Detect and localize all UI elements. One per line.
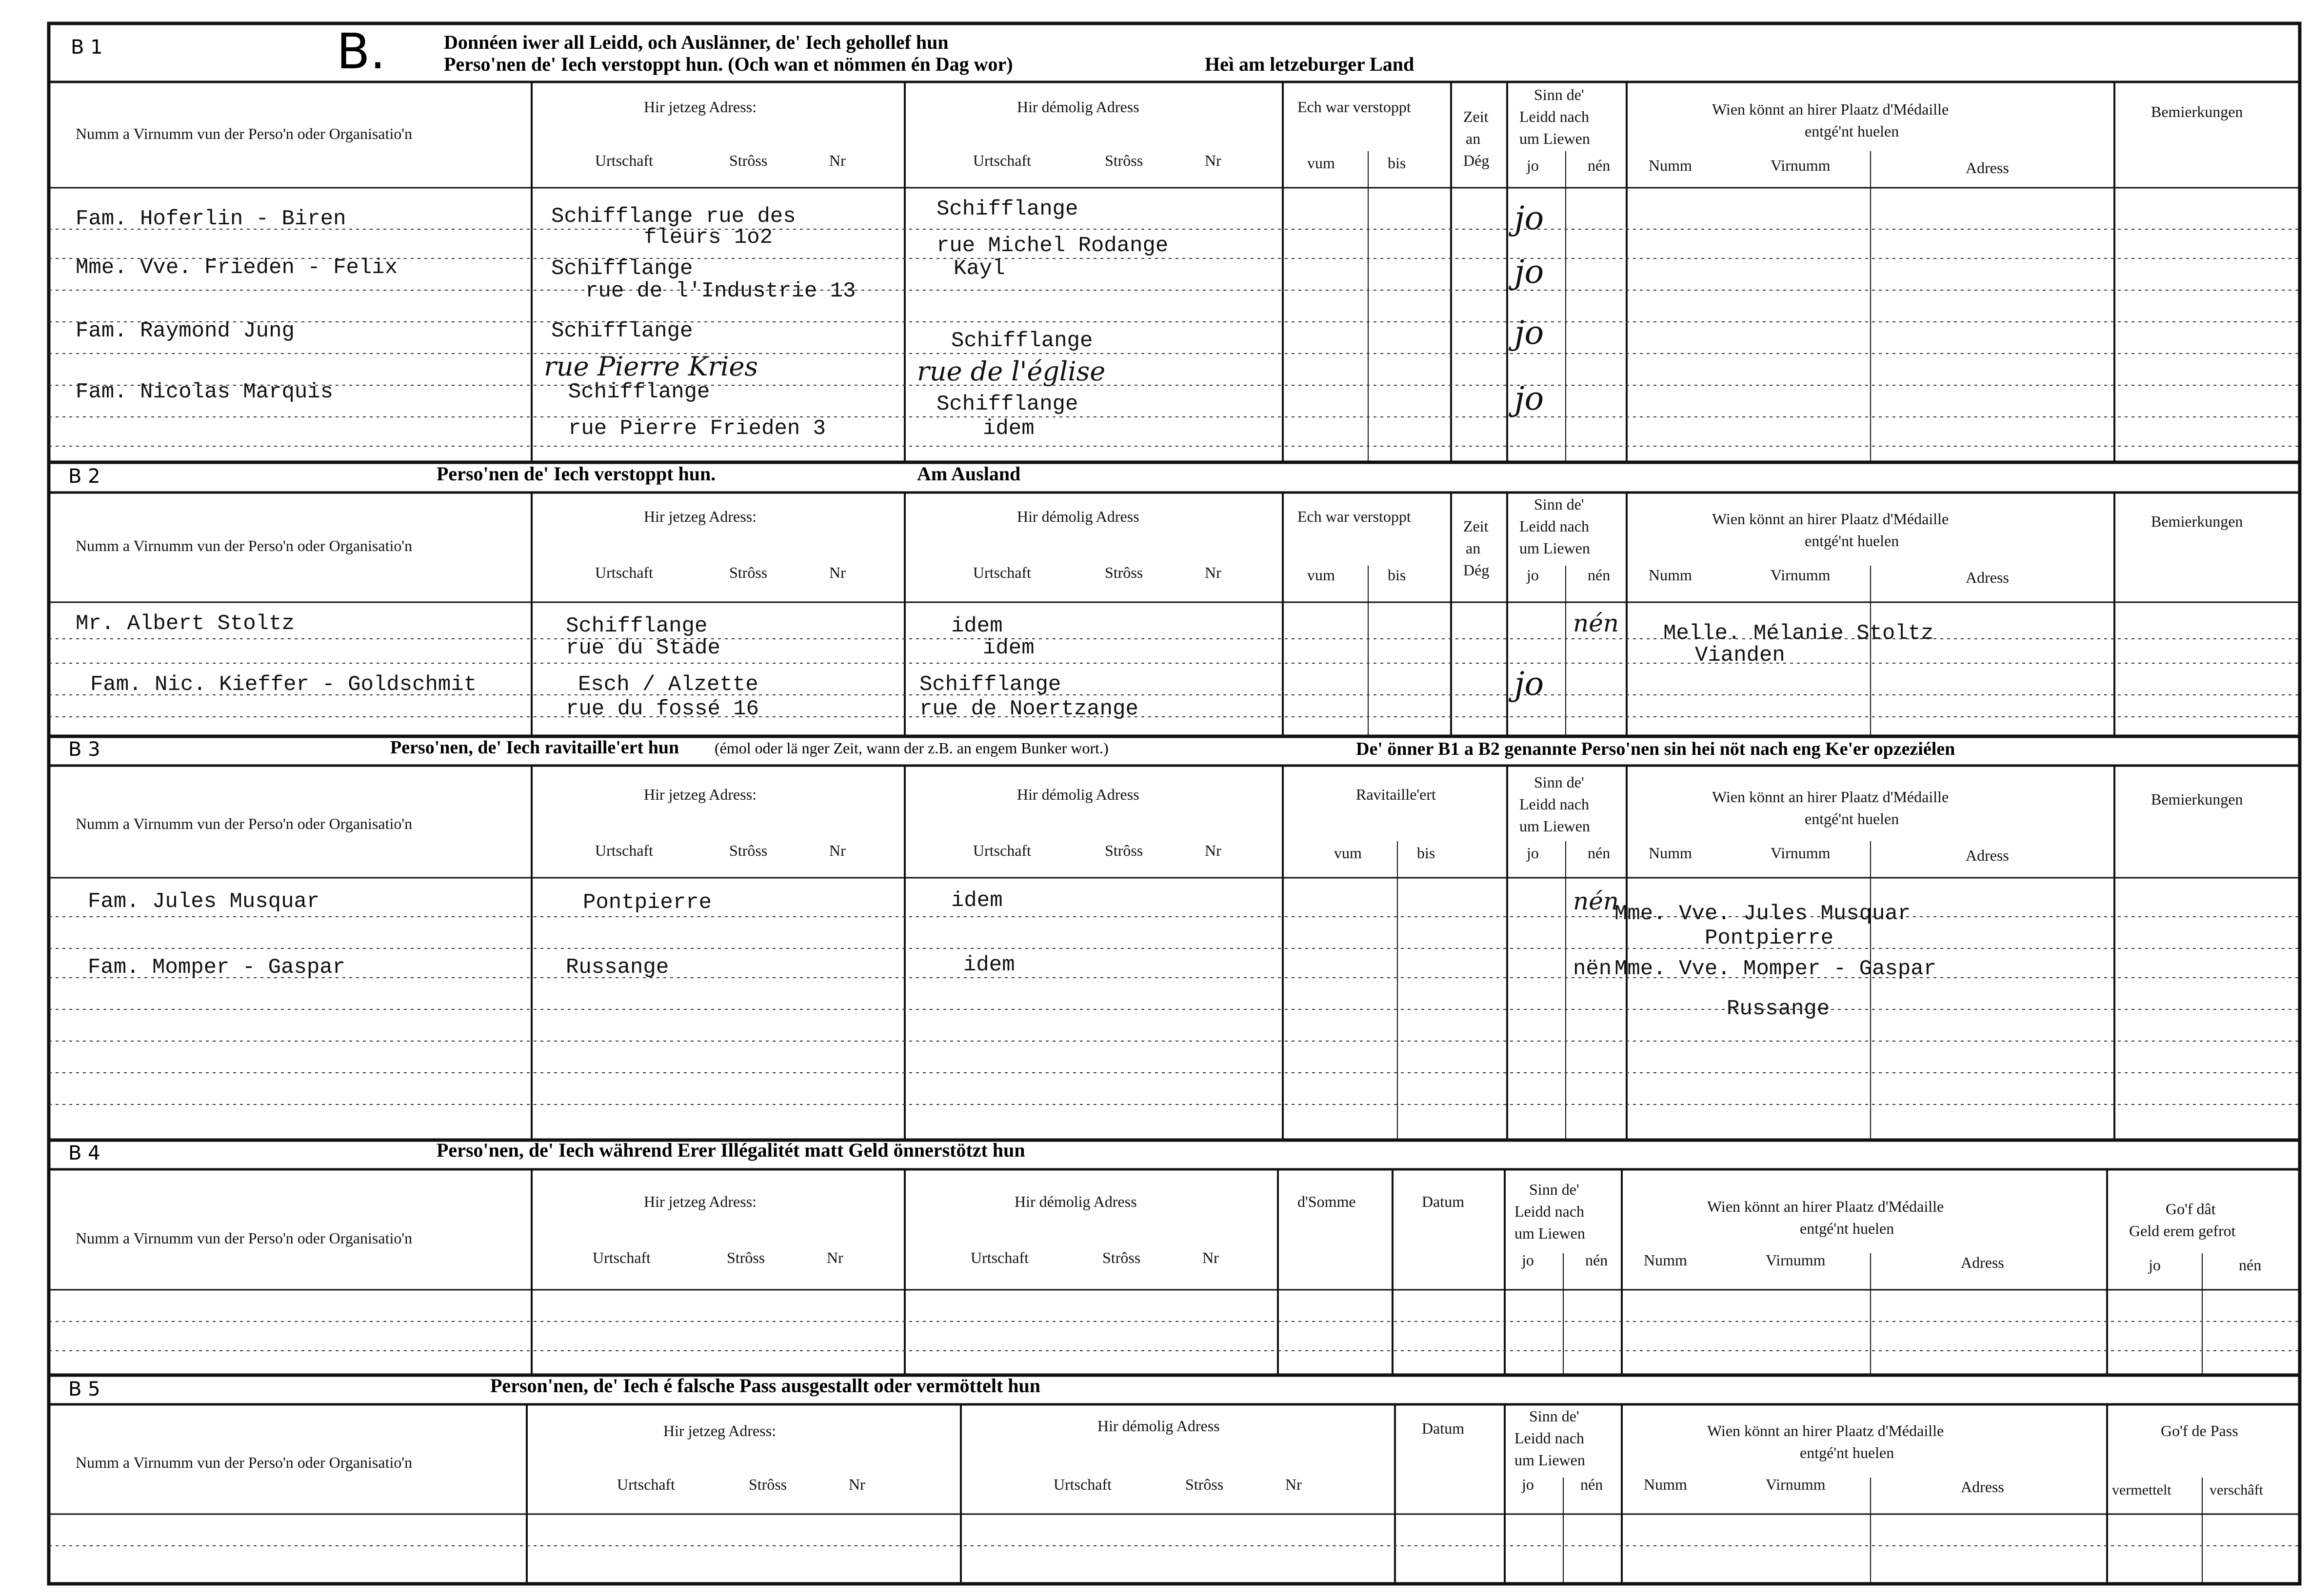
header-m-name: Numm xyxy=(1649,844,1692,862)
b1-row-former: rue de l'église xyxy=(917,356,1106,387)
header-no: nén xyxy=(1580,1476,1603,1493)
b1-row-former: Schifflange xyxy=(936,197,1078,221)
sub-dividers xyxy=(1368,151,2202,1584)
section-code-b1: B 1 xyxy=(71,36,103,59)
b1-row-alive: jo xyxy=(1514,314,1544,352)
b2-title xyxy=(68,463,1020,488)
header-former-addr: Hir démolig Adress xyxy=(1017,98,1139,116)
header-medal: entgé'nt huelen xyxy=(1800,1444,1894,1461)
header-m-addr: Adress xyxy=(1961,1478,2004,1496)
header-no: nén xyxy=(1588,157,1611,174)
section-code-b2: B 2 xyxy=(68,465,100,488)
b2-row-current: rue du fossé 16 xyxy=(566,697,759,721)
header-m-addr: Adress xyxy=(1966,159,2009,177)
header-current-addr: Hir jetzeg Adress: xyxy=(663,1422,777,1439)
header-alive: um Liewen xyxy=(1519,130,1590,147)
b1-row-current: Schifflange xyxy=(551,319,693,343)
header-street: Strôss xyxy=(727,1249,765,1266)
header-town: Urtschaft xyxy=(1054,1476,1112,1493)
header-current-addr: Hir jetzeg Adress: xyxy=(644,1193,757,1210)
b5-header xyxy=(76,1407,2264,1498)
b3-row-medal: Russange xyxy=(1727,997,1830,1021)
b2-row-alive: jo xyxy=(1514,665,1544,703)
header-current-addr: Hir jetzeg Adress: xyxy=(644,98,757,116)
b1-title xyxy=(71,23,1414,80)
b1-row-alive: jo xyxy=(1514,253,1544,291)
header-nr: Nr xyxy=(849,1476,865,1493)
header-street: Strôss xyxy=(1185,1476,1224,1493)
header-town: Urtschaft xyxy=(973,842,1032,859)
header-remarks: Bemierkungen xyxy=(2151,790,2243,808)
header-yes: jo xyxy=(2149,1256,2161,1274)
header-m-first: Virnumm xyxy=(1771,157,1831,174)
header-alive: Sinn de' xyxy=(1534,86,1584,103)
header-name: Numm a Virnumm vun der Perso'n oder Organisatio'n xyxy=(76,1454,413,1471)
header-yes: jo xyxy=(1527,157,1539,174)
header-medal: entgé'nt huelen xyxy=(1800,1220,1894,1237)
header-date: Datum xyxy=(1422,1419,1465,1437)
header-yes: jo xyxy=(1522,1251,1534,1269)
header-date: Datum xyxy=(1422,1193,1465,1210)
header-m-first: Virnumm xyxy=(1771,566,1831,584)
header-alive: Sinn de' xyxy=(1529,1181,1579,1198)
header-yes: jo xyxy=(1522,1476,1534,1493)
form-title-line2: Perso'nen de' Iech verstoppt hun. (Och wan et nömmen én Dag wor) xyxy=(444,53,1013,75)
header-current-addr: Hir jetzeg Adress: xyxy=(644,508,757,525)
b1-row-current: rue de l'Industrie 13 xyxy=(585,279,856,303)
header-nr: Nr xyxy=(1285,1476,1302,1493)
b1-row-alive: jo xyxy=(1514,199,1544,237)
form-letter: B. xyxy=(337,23,386,80)
b2-row-former: rue de Noertzange xyxy=(919,697,1138,721)
b1-header xyxy=(76,86,2243,177)
b3-row-medal: Pontpierre xyxy=(1705,926,1834,950)
header-sum: d'Somme xyxy=(1297,1193,1356,1210)
b1-row-name: Fam. Hoferlin - Biren xyxy=(76,207,346,231)
header-town: Urtschaft xyxy=(973,152,1032,169)
header-money-back: Geld erem gefrot xyxy=(2129,1222,2236,1240)
header-town: Urtschaft xyxy=(595,842,654,859)
header-street: Strôss xyxy=(1105,842,1143,859)
header-alive: Leidd nach xyxy=(1519,517,1590,535)
header-nr: Nr xyxy=(1205,842,1221,859)
b2-header xyxy=(76,495,2243,586)
header-days: Dég xyxy=(1463,561,1490,579)
b1-row-current: Schifflange xyxy=(551,256,693,281)
b4-header xyxy=(76,1181,2261,1274)
header-no: nén xyxy=(1588,844,1611,862)
header-name: Numm a Virnumm vun der Perso'n oder Organisatio'n xyxy=(76,537,413,554)
header-nr: Nr xyxy=(829,152,846,169)
header-medal: entgé'nt huelen xyxy=(1805,122,1899,140)
header-alive: Leidd nach xyxy=(1519,795,1590,813)
header-supplied: Ravitaille'ert xyxy=(1356,786,1436,803)
b3-row-name: Fam. Jules Musquar xyxy=(88,889,320,914)
header-street: Strôss xyxy=(729,842,768,859)
form-title-line2b: Heì am letzeburger Land xyxy=(1205,53,1414,75)
b1-row-name: Mme. Vve. Frieden - Felix xyxy=(76,256,398,280)
b2-row-name: Fam. Nic. Kieffer - Goldschmit xyxy=(90,672,477,697)
header-remarks: Bemierkungen xyxy=(2151,103,2243,120)
header-nr: Nr xyxy=(1205,564,1221,581)
header-alive: Leidd nach xyxy=(1514,1429,1585,1447)
header-medal: Wien könnt an hirer Plaatz d'Médaille xyxy=(1707,1198,1944,1215)
b2-rows xyxy=(76,609,1934,721)
header-no: nén xyxy=(2239,1256,2262,1274)
header-alive: um Liewen xyxy=(1514,1224,1585,1242)
header-town: Urtschaft xyxy=(593,1249,651,1266)
header-town: Urtschaft xyxy=(971,1249,1029,1266)
header-alive: um Liewen xyxy=(1519,539,1590,557)
b4-title xyxy=(68,1139,1025,1164)
b3-row-current: Russange xyxy=(566,955,669,980)
header-m-name: Numm xyxy=(1644,1476,1687,1493)
header-alive: um Liewen xyxy=(1514,1451,1585,1469)
header-days: an xyxy=(1466,130,1481,147)
b2-row-current: rue du Stade xyxy=(566,636,720,660)
header-pass-given: Go'f de Pass xyxy=(2161,1422,2238,1439)
header-days: Zeit xyxy=(1463,517,1489,535)
header-town: Urtschaft xyxy=(595,564,654,581)
b1-row-name: Fam. Nicolas Marquis xyxy=(76,380,334,404)
header-alive: Leidd nach xyxy=(1514,1202,1585,1220)
header-medal: Wien könnt an hirer Plaatz d'Médaille xyxy=(1712,788,1949,806)
header-yes: jo xyxy=(1527,844,1539,862)
header-days: an xyxy=(1466,539,1481,557)
b1-row-name: Fam. Raymond Jung xyxy=(76,319,295,343)
header-medal: Wien könnt an hirer Plaatz d'Médaille xyxy=(1707,1422,1944,1439)
b2-row-medal: Vianden xyxy=(1695,643,1785,668)
b3-header xyxy=(76,773,2243,864)
header-street: Strôss xyxy=(1102,1249,1141,1266)
b3-row-medal: Mme. Vve. Jules Musquar xyxy=(1614,902,1911,926)
header-alive: Sinn de' xyxy=(1529,1407,1579,1425)
section-title-b3c: De' önner B1 a B2 genannte Perso'nen sin hei nöt nach eng Ke'er opzeziélen xyxy=(1356,739,1955,759)
header-nr: Nr xyxy=(1202,1249,1219,1266)
header-hidden: Ech war verstoppt xyxy=(1297,98,1411,116)
b1-row-former: Schifflange xyxy=(936,392,1078,416)
header-nr: Nr xyxy=(829,842,846,859)
b2-row-current: Schifflange xyxy=(566,614,708,638)
header-nr: Nr xyxy=(1205,152,1221,169)
b3-row-alive-no: nën xyxy=(1573,957,1612,981)
header-street: Strôss xyxy=(1105,564,1143,581)
b5-title xyxy=(68,1375,1040,1400)
b1-row-current: Schifflange xyxy=(568,380,710,404)
b1-row-former: Schifflange xyxy=(951,329,1093,353)
b1-row-former: Kayl xyxy=(954,256,1005,281)
b2-row-current: Esch / Alzette xyxy=(578,672,758,697)
header-former-addr: Hir démolig Adress xyxy=(1017,508,1139,525)
header-town: Urtschaft xyxy=(595,152,654,169)
b1-row-current: fleurs 1o2 xyxy=(644,225,773,250)
header-from: vum xyxy=(1307,566,1335,584)
header-alive: Leidd nach xyxy=(1519,108,1590,125)
header-nr: Nr xyxy=(827,1249,843,1266)
header-m-first: Virnumm xyxy=(1766,1476,1826,1493)
header-from: vum xyxy=(1334,844,1362,862)
header-m-addr: Adress xyxy=(1966,847,2009,864)
b2-row-medal: Melle. Mélanie Stoltz xyxy=(1663,621,1934,646)
b2-row-former: idem xyxy=(983,636,1035,660)
header-remarks: Bemierkungen xyxy=(2151,512,2243,530)
b1-row-former: rue Michel Rodange xyxy=(936,234,1169,258)
header-m-addr: Adress xyxy=(1961,1254,2004,1271)
section-title-b2: Perso'nen de' Iech verstoppt hun. xyxy=(437,463,716,485)
header-m-first: Virnumm xyxy=(1771,844,1831,862)
section-title-b5: Person'nen, de' Iech é falsche Pass ausgestallt oder vermöttelt hun xyxy=(490,1375,1041,1397)
column-lines xyxy=(527,82,2114,1584)
header-former-addr: Hir démolig Adress xyxy=(1015,1193,1137,1210)
header-no: nén xyxy=(1585,1251,1608,1269)
section-title-b3b: (émol oder lä nger Zeit, wann der z.B. an engem Bunker wort.) xyxy=(715,739,1109,757)
header-street: Strôss xyxy=(749,1476,787,1493)
header-current-addr: Hir jetzeg Adress: xyxy=(644,786,757,803)
header-no: nén xyxy=(1588,566,1611,584)
row-rules xyxy=(49,229,2300,1546)
header-m-name: Numm xyxy=(1644,1251,1687,1269)
header-former-addr: Hir démolig Adress xyxy=(1017,786,1139,803)
section-title-b2b: Am Ausland xyxy=(917,463,1021,485)
header-town: Urtschaft xyxy=(617,1476,676,1493)
header-days: Zeit xyxy=(1463,108,1489,125)
b2-row-former: idem xyxy=(951,614,1003,638)
header-former-addr: Hir démolig Adress xyxy=(1097,1417,1220,1435)
b3-row-former: idem xyxy=(951,888,1003,913)
header-m-addr: Adress xyxy=(1966,569,2009,586)
b3-row-medal: Mme. Vve. Momper - Gaspar xyxy=(1614,957,1937,981)
header-name: Numm a Virnumm vun der Perso'n oder Organisatio'n xyxy=(76,125,413,142)
b3-title xyxy=(68,737,1955,761)
header-street: Strôss xyxy=(729,564,768,581)
header-days: Dég xyxy=(1463,152,1490,169)
header-nr: Nr xyxy=(829,564,846,581)
header-town: Urtschaft xyxy=(973,564,1032,581)
b1-row-current: rue Pierre Kries xyxy=(544,351,758,382)
form-title-line1: Donnéen iwer all Leidd, och Auslänner, de' Iech gehollef hun xyxy=(444,31,949,53)
section-code-b4: B 4 xyxy=(68,1142,100,1164)
header-money-back: Go'f dât xyxy=(2166,1200,2216,1218)
header-to: bis xyxy=(1388,154,1406,172)
b3-row-name: Fam. Momper - Gaspar xyxy=(88,955,346,980)
section-title-b3: Perso'nen, de' Iech ravitaille'ert hun xyxy=(390,737,679,758)
header-from: vum xyxy=(1307,154,1335,172)
b3-row-former: idem xyxy=(963,953,1015,977)
b3-row-alive-no: nén xyxy=(1573,887,1619,915)
header-pass-a: vermettelt xyxy=(2112,1482,2171,1498)
section-code-b5: B 5 xyxy=(68,1378,100,1400)
b2-row-name: Mr. Albert Stoltz xyxy=(76,611,295,636)
header-medal: entgé'nt huelen xyxy=(1805,532,1899,550)
header-to: bis xyxy=(1388,566,1406,584)
header-name: Numm a Virnumm vun der Perso'n oder Organisatio'n xyxy=(76,1229,413,1247)
header-medal: Wien könnt an hirer Plaatz d'Médaille xyxy=(1712,510,1949,528)
header-yes: jo xyxy=(1527,566,1539,584)
b1-row-current: rue Pierre Frieden 3 xyxy=(568,416,826,441)
b1-row-current: Schifflange rue des xyxy=(551,204,796,229)
b2-row-former: Schifflange xyxy=(919,672,1061,697)
header-alive: Sinn de' xyxy=(1534,773,1584,791)
b1-row-former: idem xyxy=(983,416,1035,441)
header-alive: um Liewen xyxy=(1519,817,1590,835)
header-medal: entgé'nt huelen xyxy=(1805,810,1899,828)
section-title-b4: Perso'nen, de' Iech während Erer Illégalitét matt Geld önnerstötzt hun xyxy=(437,1139,1025,1161)
section-code-b3: B 3 xyxy=(68,738,100,761)
header-hidden: Ech war verstoppt xyxy=(1297,508,1411,525)
header-to: bis xyxy=(1417,844,1435,862)
header-alive: Sinn de' xyxy=(1534,495,1584,513)
b1-row-alive: jo xyxy=(1514,380,1544,417)
b3-rows xyxy=(88,887,1936,1021)
header-m-name: Numm xyxy=(1649,566,1692,584)
header-m-first: Virnumm xyxy=(1766,1251,1826,1269)
header-name: Numm a Virnumm vun der Perso'n oder Organisatio'n xyxy=(76,815,413,832)
header-street: Strôss xyxy=(1105,152,1143,169)
header-street: Strôss xyxy=(729,152,768,169)
header-pass-b: verschâft xyxy=(2210,1482,2263,1498)
b2-row-alive-no: nén xyxy=(1573,609,1619,637)
b3-row-current: Pontpierre xyxy=(583,890,712,915)
header-medal: Wien könnt an hirer Plaatz d'Médaille xyxy=(1712,100,1949,118)
header-m-name: Numm xyxy=(1649,157,1692,174)
b1-rows xyxy=(76,197,1544,441)
